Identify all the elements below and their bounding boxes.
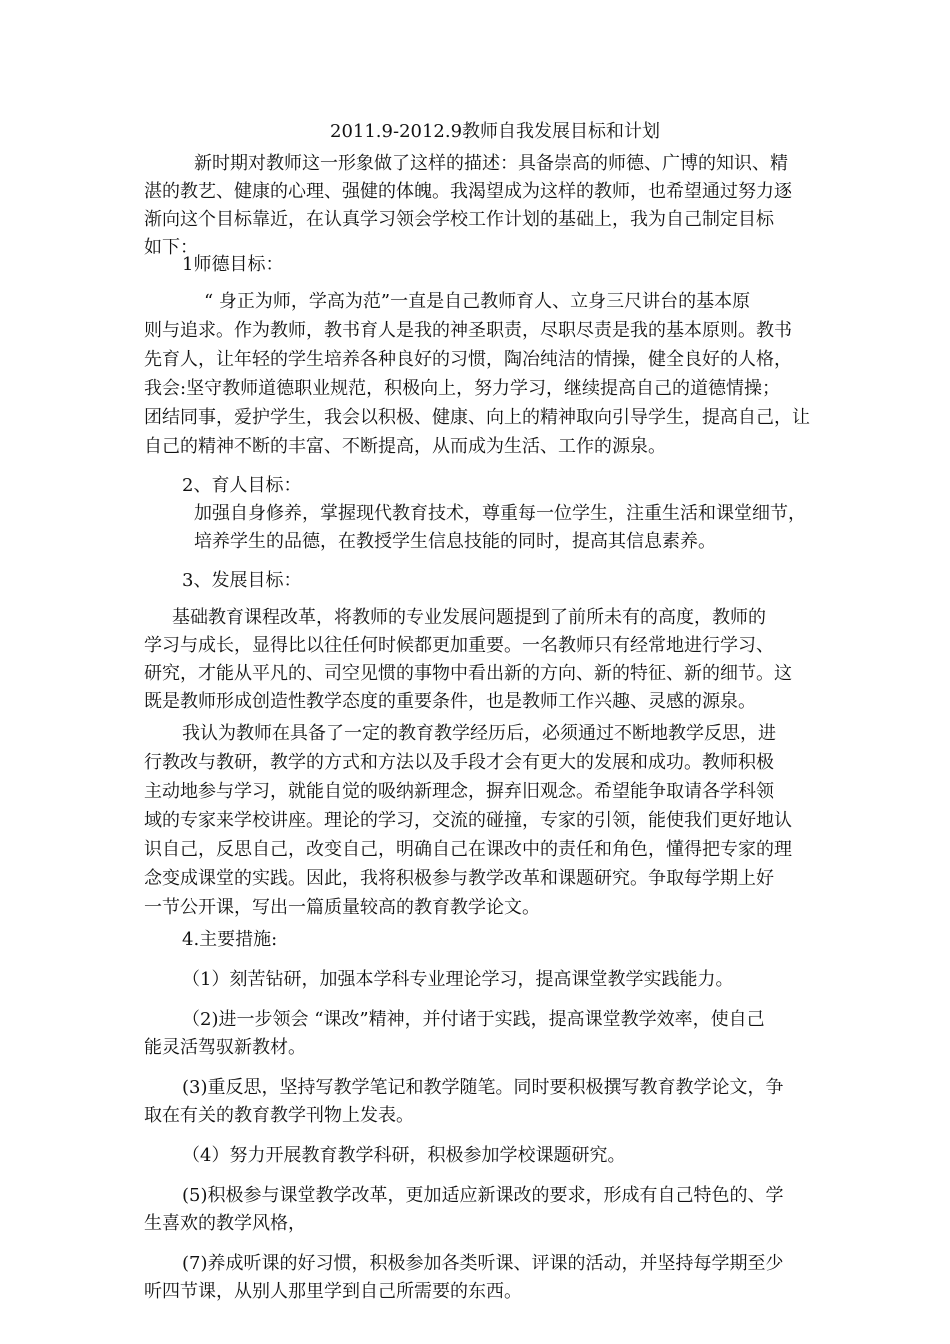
intro-line-3: 渐向这个目标靠近，在认真学习领会学校工作计划的基础上，我为自己制定目标 (144, 209, 774, 230)
section3-p2-line-2: 行教改与教研，教学的方式和方法以及手段才会有更大的发展和成功。教师积极 (144, 752, 774, 773)
intro-line-2: 湛的教艺、健康的心理、强健的体魄。我渴望成为这样的教师，也希望通过努力逐 (144, 181, 792, 202)
section1-line-5: 团结同事，爱护学生，我会以积极、健康、向上的精神取向引导学生，提高自己，让 (144, 407, 810, 428)
measure-4: （4）努力开展教育教学科研，积极参加学校课题研究。 (182, 1145, 626, 1166)
section3-p1-line-2: 学习与成长，显得比以往任何时候都更加重要。一名教师只有经常地进行学习、 (144, 635, 774, 656)
section1-line-4: 我会:坚守教师道德职业规范，积极向上，努力学习，继续提高自己的道德情操； (144, 378, 781, 399)
section1-line-3: 先育人，让年轻的学生培养各种良好的习惯，陶冶纯洁的情操，健全良好的人格， (144, 349, 792, 370)
measure-3-line-1: (3)重反思，坚持写教学笔记和教学随笔。同时要积极撰写教育教学论文，争 (182, 1077, 784, 1098)
section3-p2-line-3: 主动地参与学习，就能自觉的吸纳新理念，摒弃旧观念。希望能争取请各学科领 (144, 781, 774, 802)
measure-5-line-2: 生喜欢的教学风格， (144, 1213, 306, 1234)
section3-p1-line-4: 既是教师形成创造性教学态度的重要条件，也是教师工作兴趣、灵感的源泉。 (144, 691, 756, 712)
measure-5-line-1: (5)积极参与课堂教学改革，更加适应新课改的要求，形成有自己特色的、学 (182, 1185, 784, 1206)
measure-7-line-1: (7)养成听课的好习惯，积极参加各类听课、评课的活动，并坚持每学期至少 (182, 1253, 784, 1274)
measure-1: （1）刻苦钻研，加强本学科专业理论学习，提高课堂教学实践能力。 (182, 969, 734, 990)
document-title: 2011.9-2012.9教师自我发展目标和计划 (330, 121, 661, 142)
section1-line-1: “ 身正为师，学高为范”一直是自己教师育人、立身三尺讲台的基本原 (204, 291, 751, 312)
measure-7-line-2: 听四节课，从别人那里学到自己所需要的东西。 (144, 1281, 522, 1302)
section3-heading: 3、发展目标： (182, 570, 302, 591)
section2-line-1: 加强自身修养，掌握现代教育技术，尊重每一位学生，注重生活和课堂细节， (194, 503, 806, 524)
section4-heading: 4.主要措施: (182, 929, 278, 950)
section1-line-6: 自己的精神不断的丰富、不断提高，从而成为生活、工作的源泉。 (144, 436, 666, 457)
section3-p2-line-5: 识自己，反思自己，改变自己，明确自己在课改中的责任和角色，懂得把专家的理 (144, 839, 792, 860)
section3-p1-line-1: 基础教育课程改革，将教师的专业发展问题提到了前所未有的高度，教师的 (172, 607, 766, 628)
measure-3-line-2: 取在有关的教育教学刊物上发表。 (144, 1105, 414, 1126)
intro-line-4: 如下： (144, 237, 198, 258)
section1-line-2: 则与追求。作为教师，教书育人是我的神圣职责，尽职尽责是我的基本原则。教书 (144, 320, 792, 341)
measure-2-line-1: （2)进一步领会 “课改”精神，并付诸于实践，提高课堂教学效率，使自己 (182, 1009, 765, 1030)
section2-heading: 2、育人目标： (182, 475, 302, 496)
section3-p2-line-7: 一节公开课，写出一篇质量较高的教育教学论文。 (144, 897, 540, 918)
section2-line-2: 培养学生的品德，在教授学生信息技能的同时，提高其信息素养。 (194, 531, 716, 552)
section3-p2-line-1: 我认为教师在具备了一定的教育教学经历后，必须通过不断地教学反思，进 (182, 723, 776, 744)
measure-2-line-2: 能灵活驾驭新教材。 (144, 1037, 306, 1058)
section3-p2-line-6: 念变成课堂的实践。因此，我将积极参与教学改革和课题研究。争取每学期上好 (144, 868, 774, 889)
section3-p1-line-3: 研究，才能从平凡的、司空见惯的事物中看出新的方向、新的特征、新的细节。这 (144, 663, 792, 684)
section3-p2-line-4: 域的专家来学校讲座。理论的学习，交流的碰撞，专家的引领，能使我们更好地认 (144, 810, 792, 831)
intro-line-1: 新时期对教师这一形象做了这样的描述：具备崇高的师德、广博的知识、精 (194, 153, 788, 174)
section1-heading: 1师德目标： (182, 254, 284, 275)
